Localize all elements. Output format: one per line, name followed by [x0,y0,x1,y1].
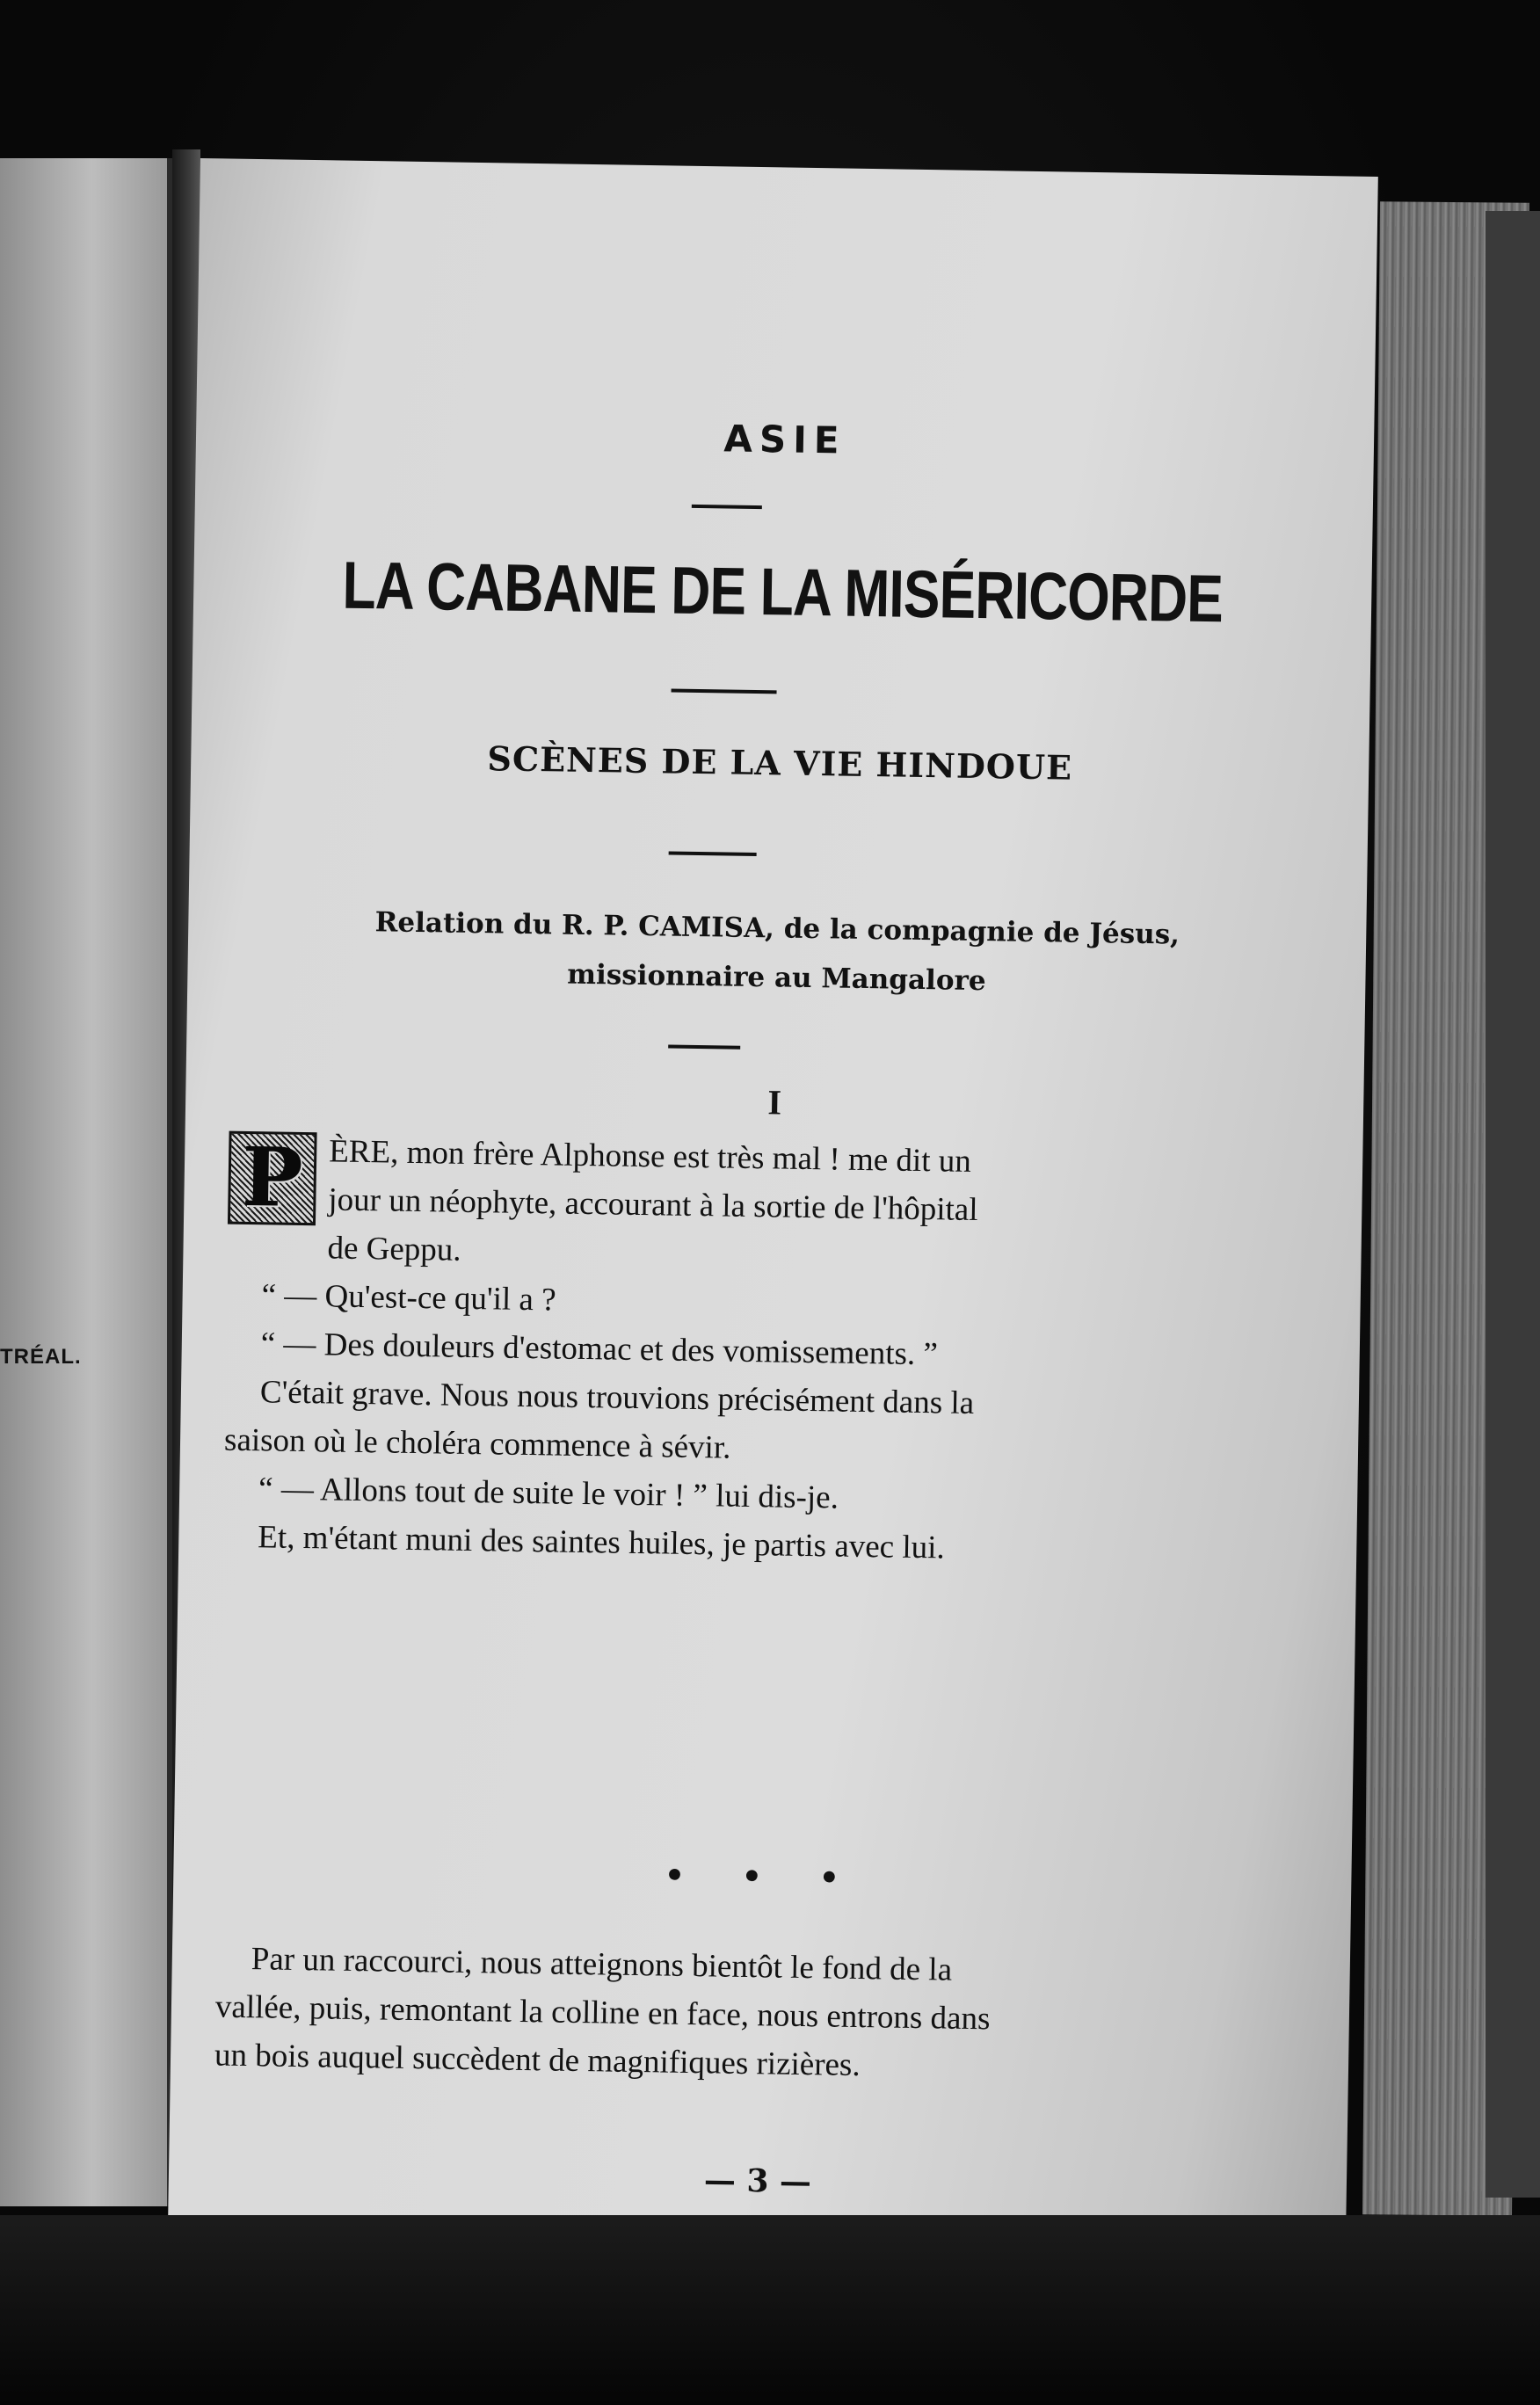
section-separator: • • • [663,1853,862,1902]
text-line: un bois auquel succèdent de magnifiques rizières. [214,2037,861,2084]
dialogue-line: “ — Allons tout de suite le voir ! ” lui dis-je. [258,1471,839,1516]
second-paragraph [214,1935,1130,2094]
page-stack-shadow [1486,211,1540,2198]
page-title: LA CABANE DE LA MISÉRICORDE [341,548,1224,637]
relation-line: Relation du R. P. CAMISA, de la compagnie de Jésus, [374,906,1180,951]
divider-rule [668,1044,740,1049]
text-line: saison où le choléra commence à sévir. [223,1421,731,1466]
drop-cap: P [228,1131,317,1226]
relation-credit [187,895,1367,1012]
relation-line: missionnaire au Mangalore [566,958,986,998]
region-header: ASIE [723,417,846,462]
opening-text [222,1126,1144,1575]
text-line: C'était grave. Nous nous trouvions précisément dans la [259,1374,975,1421]
divider-rule [672,688,777,694]
left-page-fragment: TRÉAL. [0,1345,82,1369]
text-line: vallée, puis, remontant la colline en face, nous entrons dans [214,1988,991,2038]
page-number: — 3 — [703,2162,812,2201]
book-page [167,158,1377,2278]
page-subtitle: SCÈNES DE LA VIE HINDOUE [487,738,1073,788]
text-line: ÈRE, mon frère Alphonse est très mal ! me dit un [328,1133,972,1180]
text-line: jour un néophyte, accourant à la sortie de l'hôpital [328,1181,978,1229]
divider-rule [669,851,757,856]
text-line: Et, m'étant muni des saintes huiles, je partis avec lui. [258,1519,946,1566]
dialogue-line: “ — Qu'est-ce qu'il a ? [261,1277,556,1319]
section-number: I [767,1082,782,1123]
bottom-shadow [0,2215,1540,2405]
text-line: de Geppu. [327,1230,461,1268]
divider-rule [692,505,762,509]
page-content [167,158,1377,2278]
text-line: Par un raccourci, nous atteignons bientôt le fond de la [251,1941,953,1988]
left-facing-page [0,158,172,2206]
dialogue-line: “ — Des douleurs d'estomac et des vomissements. ” [260,1326,939,1373]
